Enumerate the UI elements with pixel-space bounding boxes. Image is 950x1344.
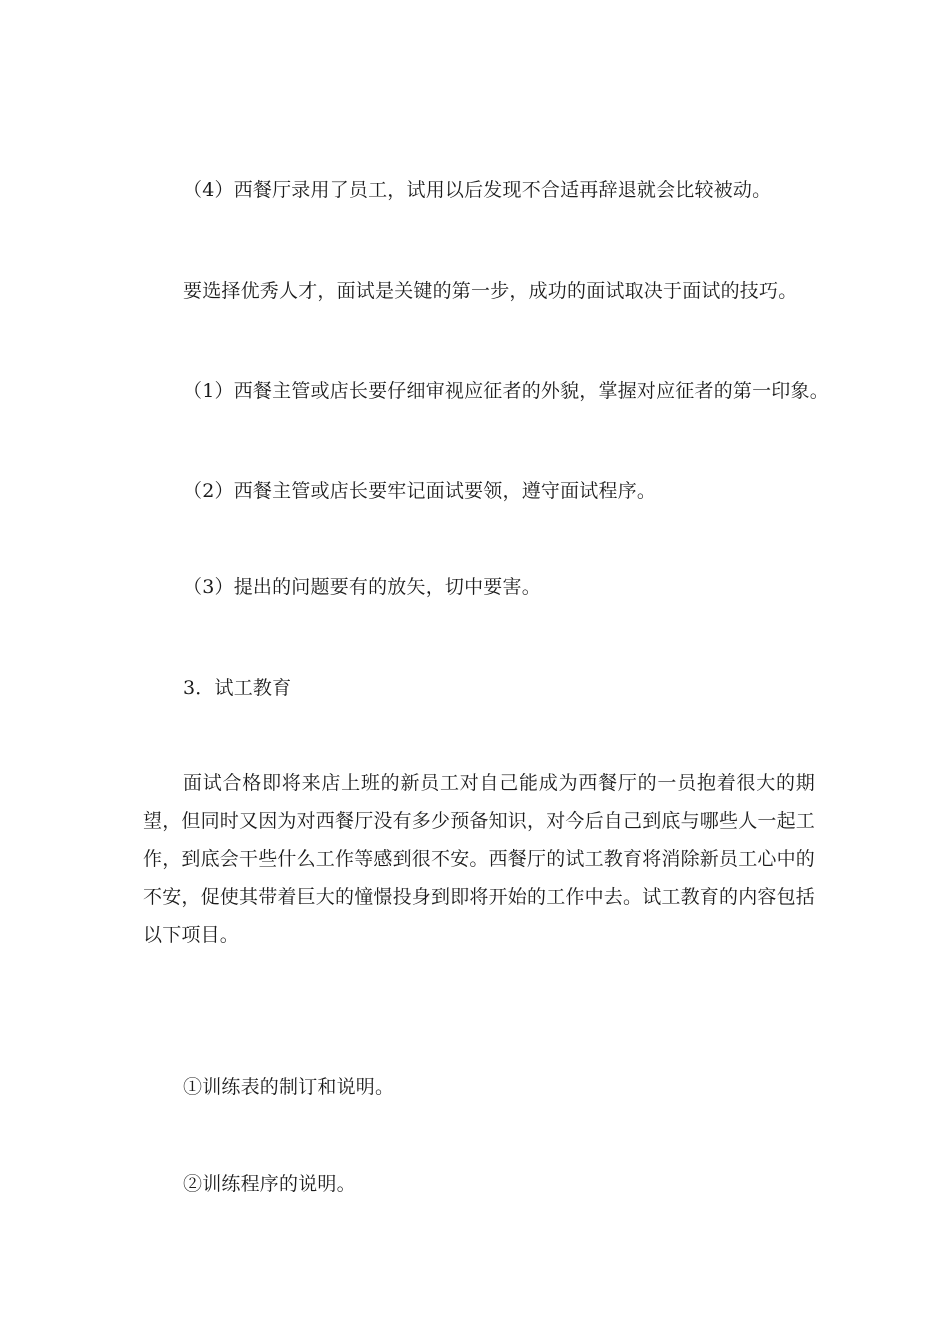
list-item-training-table: ①训练表的制订和说明。 [183, 1076, 395, 1098]
list-item-training-procedure: ②训练程序的说明。 [183, 1173, 356, 1195]
item-2-procedure: （2）西餐主管或店长要牢记面试要领，遵守面试程序。 [183, 480, 657, 502]
item-3-questions: （3）提出的问题要有的放矢，切中要害。 [183, 576, 541, 598]
section-heading-trial-education: 3．试工教育 [183, 677, 292, 699]
item-1-appearance: （1）西餐主管或店长要仔细审视应征者的外貌，掌握对应征者的第一印象。 [183, 380, 829, 402]
trial-education-paragraph: 面试合格即将来店上班的新员工对自己能成为西餐厅的一员抱着很大的期望，但同时又因为对西餐厅没有多少预备知识，对今后自己到底与哪些人一起工作，到底会干些什么工作等感到很不安。西餐厅的试工教育将消除新员工心中的不安，促使其带着巨大的憧憬投身到即将开始的工作中去。试工教育的内容包括以下项目。 [143, 772, 816, 946]
item-4-dismissal: （4）西餐厅录用了员工，试用以后发现不合适再辞退就会比较被动。 [183, 179, 772, 201]
interview-key-step: 要选择优秀人才，面试是关键的第一步，成功的面试取决于面试的技巧。 [183, 280, 798, 302]
